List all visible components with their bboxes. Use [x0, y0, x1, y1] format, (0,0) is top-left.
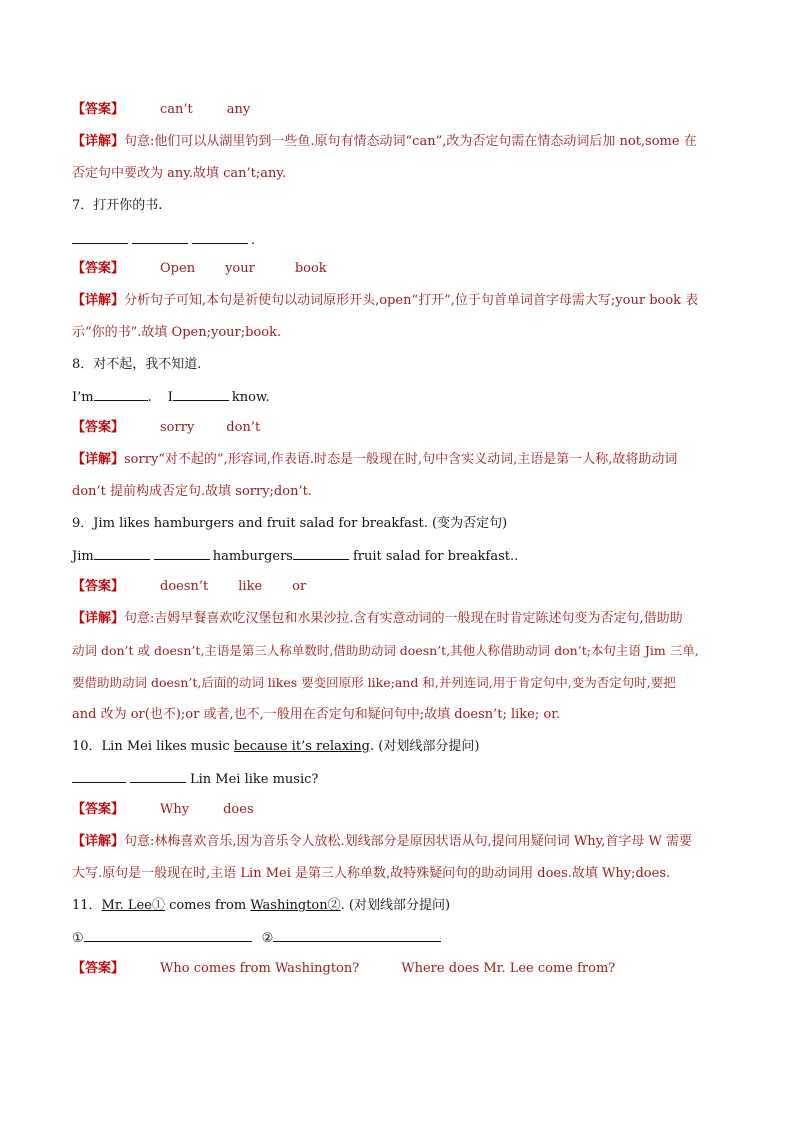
- detail-tag: 【详解】: [72, 611, 125, 626]
- q6-answer-line: [72, 100, 732, 120]
- q6-detail-line-1: [72, 132, 732, 152]
- blank-3[interactable]: [293, 546, 349, 560]
- blank-1[interactable]: [94, 387, 148, 401]
- blank-2[interactable]: [173, 387, 229, 401]
- q10-detail-line-2: [72, 864, 732, 884]
- sentence-part: Lin Mei like music?: [190, 772, 319, 787]
- answer-tag: 【答案】: [72, 261, 125, 276]
- answer-1: Who comes from Washington?: [160, 961, 360, 976]
- blank-2[interactable]: [132, 230, 188, 244]
- detail-text: 动词 don’t 或 doesn’t,主语是第三人称单数时,借助助动词 doesn’t,其他人称借助动词 don’t;本句主语 Jim 三单,: [72, 643, 699, 658]
- q9-detail-line-3: [72, 673, 732, 693]
- blank-1[interactable]: [84, 928, 252, 942]
- question-text: 8．对不起，我不知道.: [72, 357, 202, 372]
- blank-2[interactable]: [130, 769, 186, 783]
- blank-2[interactable]: [154, 546, 210, 560]
- question-text: . (对划线部分提问): [340, 898, 451, 913]
- q9-detail-line-2: [72, 641, 732, 661]
- sentence-part: I: [167, 390, 173, 405]
- q7-detail-line-1: [72, 291, 732, 311]
- detail-text: 否定句中要改为 any.故填 can’t;any.: [72, 166, 287, 181]
- answer-1: Open: [160, 261, 196, 276]
- sentence-part: know.: [231, 390, 270, 405]
- question-number: 11．: [72, 898, 102, 913]
- sentence-part: I’m: [72, 390, 94, 405]
- answer-3: book: [294, 261, 327, 276]
- answer-2: does: [223, 802, 254, 817]
- blank-1[interactable]: [72, 769, 126, 783]
- underlined-part: because it’s relaxing: [233, 739, 370, 754]
- q10-detail-line-1: [72, 832, 732, 852]
- answer-tag: 【答案】: [72, 420, 125, 435]
- blank-1[interactable]: [72, 230, 128, 244]
- blank-1[interactable]: [94, 546, 150, 560]
- answer-tag: 【答案】: [72, 802, 125, 817]
- detail-text: 大写.原句是一般现在时,主语 Lin Mei 是第三人称单数,故特殊疑问句的助动词用 does.故填 Why;does.: [72, 866, 671, 881]
- q8-detail-line-1: [72, 450, 732, 470]
- answer-tag: 【答案】: [72, 102, 125, 117]
- q9-question: [72, 514, 732, 534]
- answer-tag: 【答案】: [72, 579, 125, 594]
- detail-tag: 【详解】: [72, 452, 125, 467]
- q10-blanks: [72, 769, 732, 790]
- question-text: 10．Lin Mei likes music: [72, 739, 234, 754]
- detail-text: 分析句子可知,本句是祈使句以动词原形开头,open“打开”,位于句首单词首字母需大写;your book 表: [124, 293, 699, 308]
- q8-question: [72, 355, 732, 375]
- detail-tag: 【详解】: [72, 134, 125, 149]
- q9-detail-line-1: [72, 609, 732, 629]
- question-text: . (对划线部分提问): [370, 739, 480, 754]
- blank-3[interactable]: [192, 230, 248, 244]
- q8-detail-line-2: [72, 482, 732, 502]
- answer-2: Where does Mr. Lee come from?: [401, 961, 616, 976]
- blank-marker-1: ①: [72, 931, 84, 946]
- answer-1: sorry: [160, 420, 195, 435]
- q8-answer-line: [72, 418, 732, 438]
- detail-text: sorry“对不起的”,形容词,作表语.时态是一般现在时,句中含实义动词,主语是第一人称,故将助动词: [124, 452, 678, 467]
- question-text: comes from: [164, 898, 251, 913]
- question-text: 7．打开你的书.: [72, 198, 163, 213]
- detail-text: don’t 提前构成否定句.故填 sorry;don’t.: [72, 484, 312, 499]
- detail-text: and 改为 or(也不);or 或者,也不,一般用在否定句和疑问句中;故填 doesn’t; like; or.: [72, 707, 561, 722]
- q7-blanks: [72, 230, 732, 251]
- q11-question: [72, 896, 732, 916]
- detail-text: 句意:吉姆早餐喜欢吃汉堡包和水果沙拉.含有实意动词的一般现在时肯定陈述句变为否定句,借助助: [124, 611, 683, 626]
- detail-tag: 【详解】: [72, 293, 125, 308]
- underlined-part-1: Mr. Lee①: [101, 898, 165, 913]
- detail-text: 要借助助动词 doesn’t,后面的动词 likes 要变回原形 like;and 和,并列连词,用于肯定句中,变为否定句时,要把: [72, 675, 676, 690]
- blank-2[interactable]: [273, 928, 441, 942]
- q8-blanks: [72, 387, 732, 408]
- sentence-part: Jim: [72, 549, 94, 564]
- q10-answer-line: [72, 800, 732, 820]
- answer-1: doesn’t: [160, 579, 209, 594]
- sentence-part: .: [147, 390, 152, 405]
- sentence-part: fruit salad for breakfast..: [352, 549, 519, 564]
- answer-3: or: [292, 579, 307, 594]
- q7-answer-line: [72, 259, 732, 279]
- q6-detail-line-2: [72, 164, 732, 184]
- sentence-part: hamburgers: [212, 549, 293, 564]
- answer-2: don’t: [226, 420, 261, 435]
- underlined-part-2: Washington②: [250, 898, 341, 913]
- q10-question: [72, 737, 732, 757]
- answer-2: any: [226, 102, 251, 117]
- detail-text: 句意:林梅喜欢音乐,因为音乐令人放松.划线部分是原因状语从句,提问用疑问词 Why,首字母 W 需要: [124, 834, 693, 849]
- q11-blanks: [72, 928, 732, 949]
- q9-answer-line: [72, 577, 732, 597]
- question-text: 9．Jim likes hamburgers and fruit salad for breakfast. (变为否定句): [72, 516, 508, 531]
- period: .: [251, 233, 256, 248]
- answer-2: your: [225, 261, 255, 276]
- answer-1: Why: [160, 802, 190, 817]
- q9-blanks: [72, 546, 732, 567]
- q7-detail-line-2: [72, 323, 732, 343]
- q11-answer-line: [72, 959, 732, 979]
- blank-marker-2: ②: [261, 931, 274, 946]
- answer-2: like: [238, 579, 263, 594]
- detail-text: 句意:他们可以从湖里钓到一些鱼.原句有情态动词“can”,改为否定句需在情态动词后加 not,some 在: [124, 134, 697, 149]
- answer-1: can’t: [160, 102, 193, 117]
- detail-tag: 【详解】: [72, 834, 125, 849]
- detail-text: 示“你的书”.故填 Open;your;book.: [72, 325, 282, 340]
- q7-question: [72, 196, 732, 216]
- answer-tag: 【答案】: [72, 961, 125, 976]
- q9-detail-line-4: [72, 705, 732, 725]
